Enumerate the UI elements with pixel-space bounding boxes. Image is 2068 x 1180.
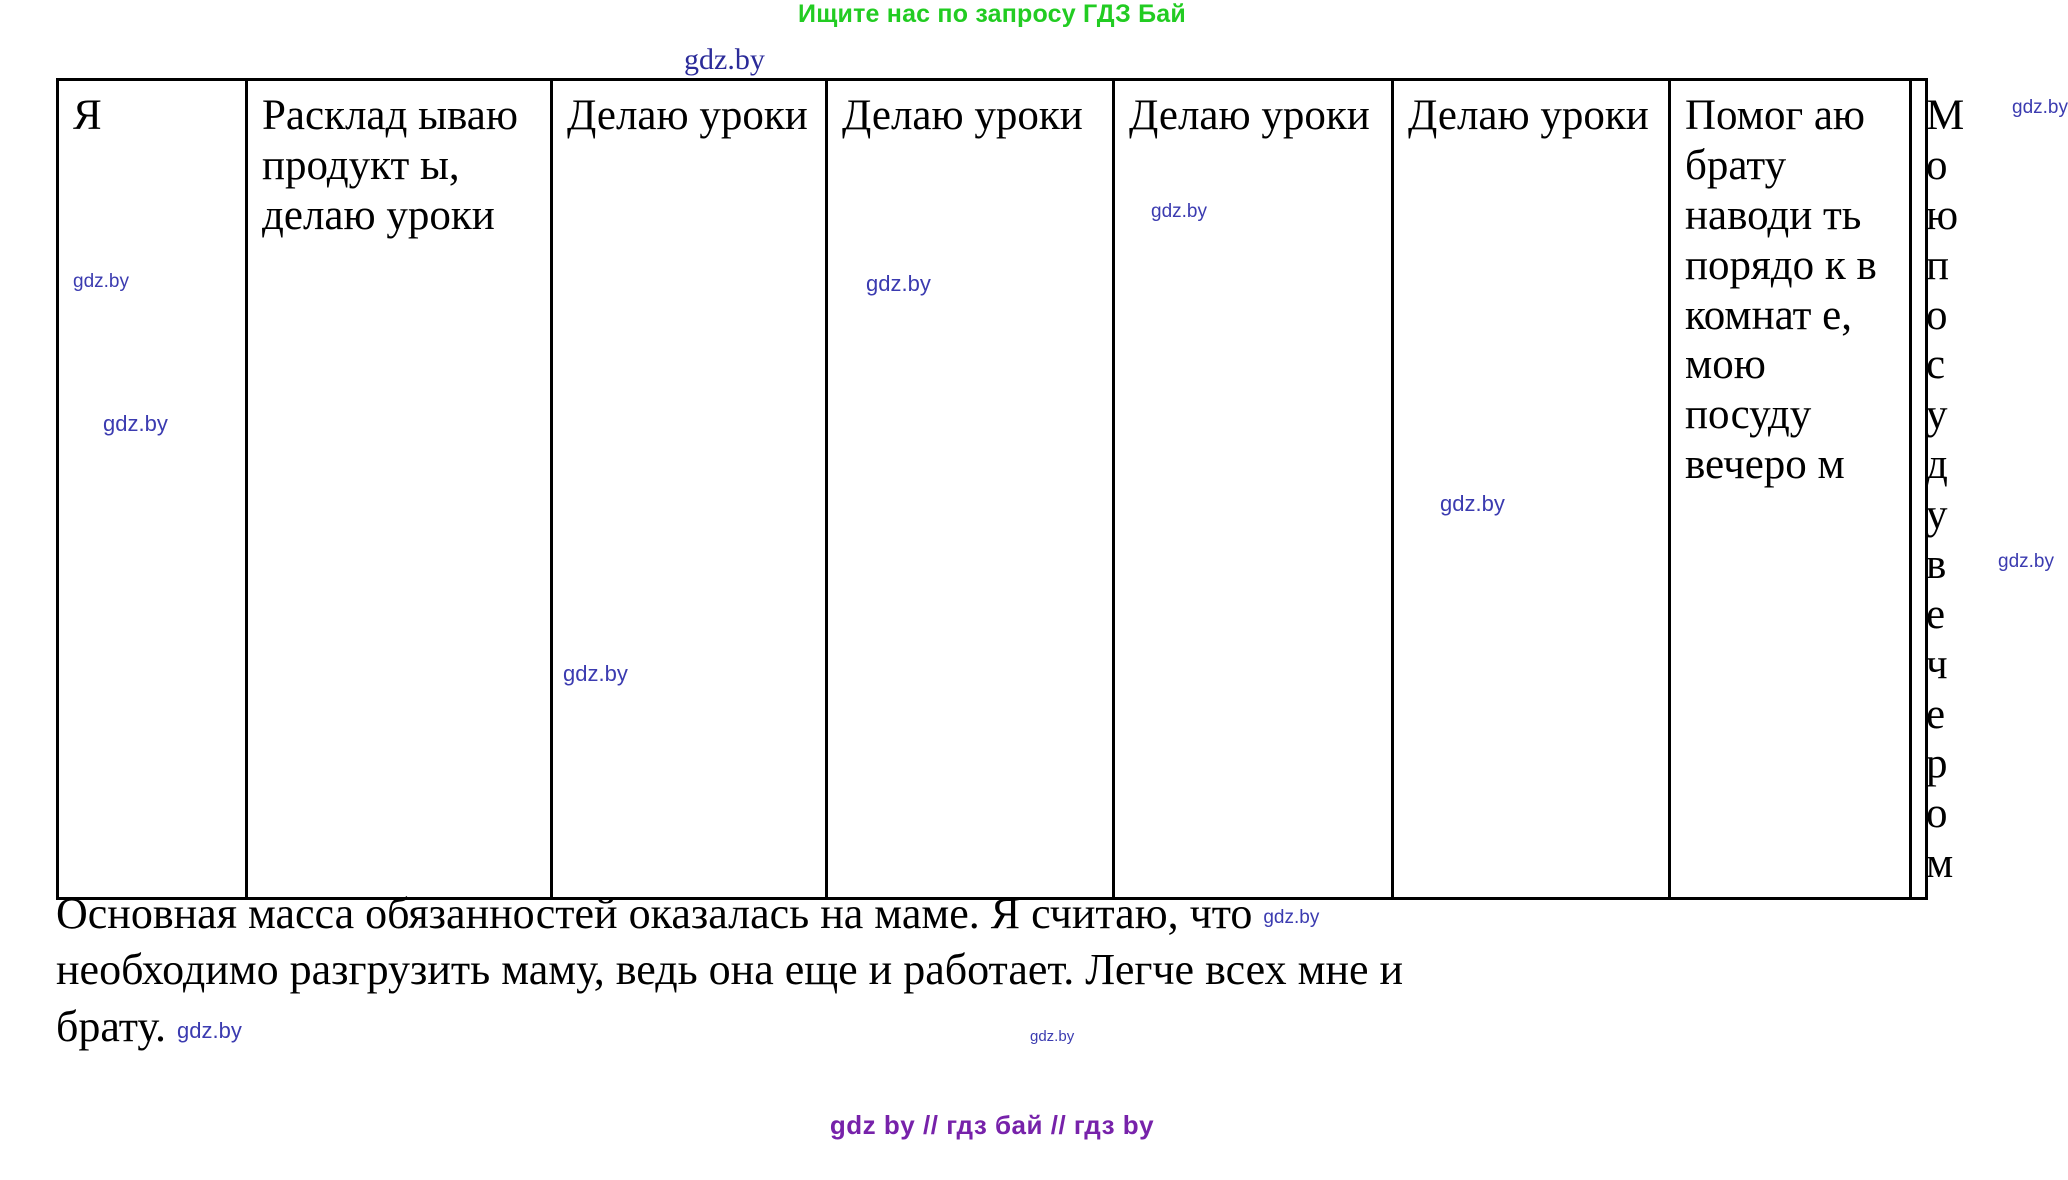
watermark: gdz.by: [1263, 906, 1320, 928]
footer-links: [0, 1110, 1984, 1141]
top-promo-banner: Ищите нас по запросу ГДЗ Бай: [798, 0, 1186, 28]
watermark: gdz.by: [866, 271, 931, 296]
table-cell-2: [247, 80, 552, 899]
conclusion-paragraph: [56, 886, 1926, 1055]
table-cell-5-text: Делаю уроки: [1129, 92, 1370, 139]
watermark: gdz.by: [2012, 97, 2068, 118]
watermark: gdz.by: [1440, 491, 1505, 516]
table-cell-4-text: Делаю уроки: [842, 92, 1083, 139]
table-cell-3: [552, 80, 827, 899]
watermark: gdz.by: [563, 661, 628, 686]
paragraph-line-1: Основная масса обязанностей оказалась на маме. Я считаю, что: [56, 889, 1253, 938]
watermark: gdz.by: [103, 411, 168, 436]
table-row: [58, 80, 1927, 899]
duties-table: [56, 78, 2068, 890]
table-cell-5: [1114, 80, 1393, 899]
table-cell-6: [1393, 80, 1670, 899]
paragraph-line-2: необходимо разгрузить маму, ведь она еще и работает. Легче всех мне и: [56, 945, 1404, 995]
table-cell-3-text: Делаю уроки: [567, 92, 808, 139]
table-cell-8: Мою посуд у вечеро м gdz.by gdz.by: [1911, 80, 1927, 899]
footer-separator-2: //: [1050, 1110, 1067, 1140]
header-watermark: gdz.by: [684, 43, 765, 76]
table-cell-7-text: Помог аю брату наводи ть порядо к в комнат е, мою посуду вечеро м: [1685, 92, 1877, 489]
paragraph-line-3: брату.: [56, 1001, 167, 1051]
table-cell-1: [58, 80, 247, 899]
footer-link-left[interactable]: gdz by: [829, 1110, 916, 1140]
footer-separator-1: //: [923, 1110, 939, 1140]
footer-link-right[interactable]: гдз by: [1073, 1110, 1155, 1140]
footer-link-mid[interactable]: гдз бай: [946, 1110, 1043, 1140]
table-cell-1-text: Я: [73, 92, 102, 139]
watermark: gdz.by: [1151, 201, 1207, 222]
table-cell-4: [827, 80, 1114, 899]
watermark: gdz.by: [1030, 1028, 1075, 1045]
table-cell-2-text: Расклад ываю продукт ы, делаю уроки: [262, 92, 518, 239]
watermark: gdz.by: [177, 1017, 242, 1043]
table-cell-7: [1670, 80, 1911, 899]
table-grid: [56, 78, 2068, 900]
watermark: gdz.by: [73, 271, 129, 292]
watermark: gdz.by: [1998, 551, 2054, 572]
table-cell-6-text: Делаю уроки: [1408, 92, 1649, 139]
